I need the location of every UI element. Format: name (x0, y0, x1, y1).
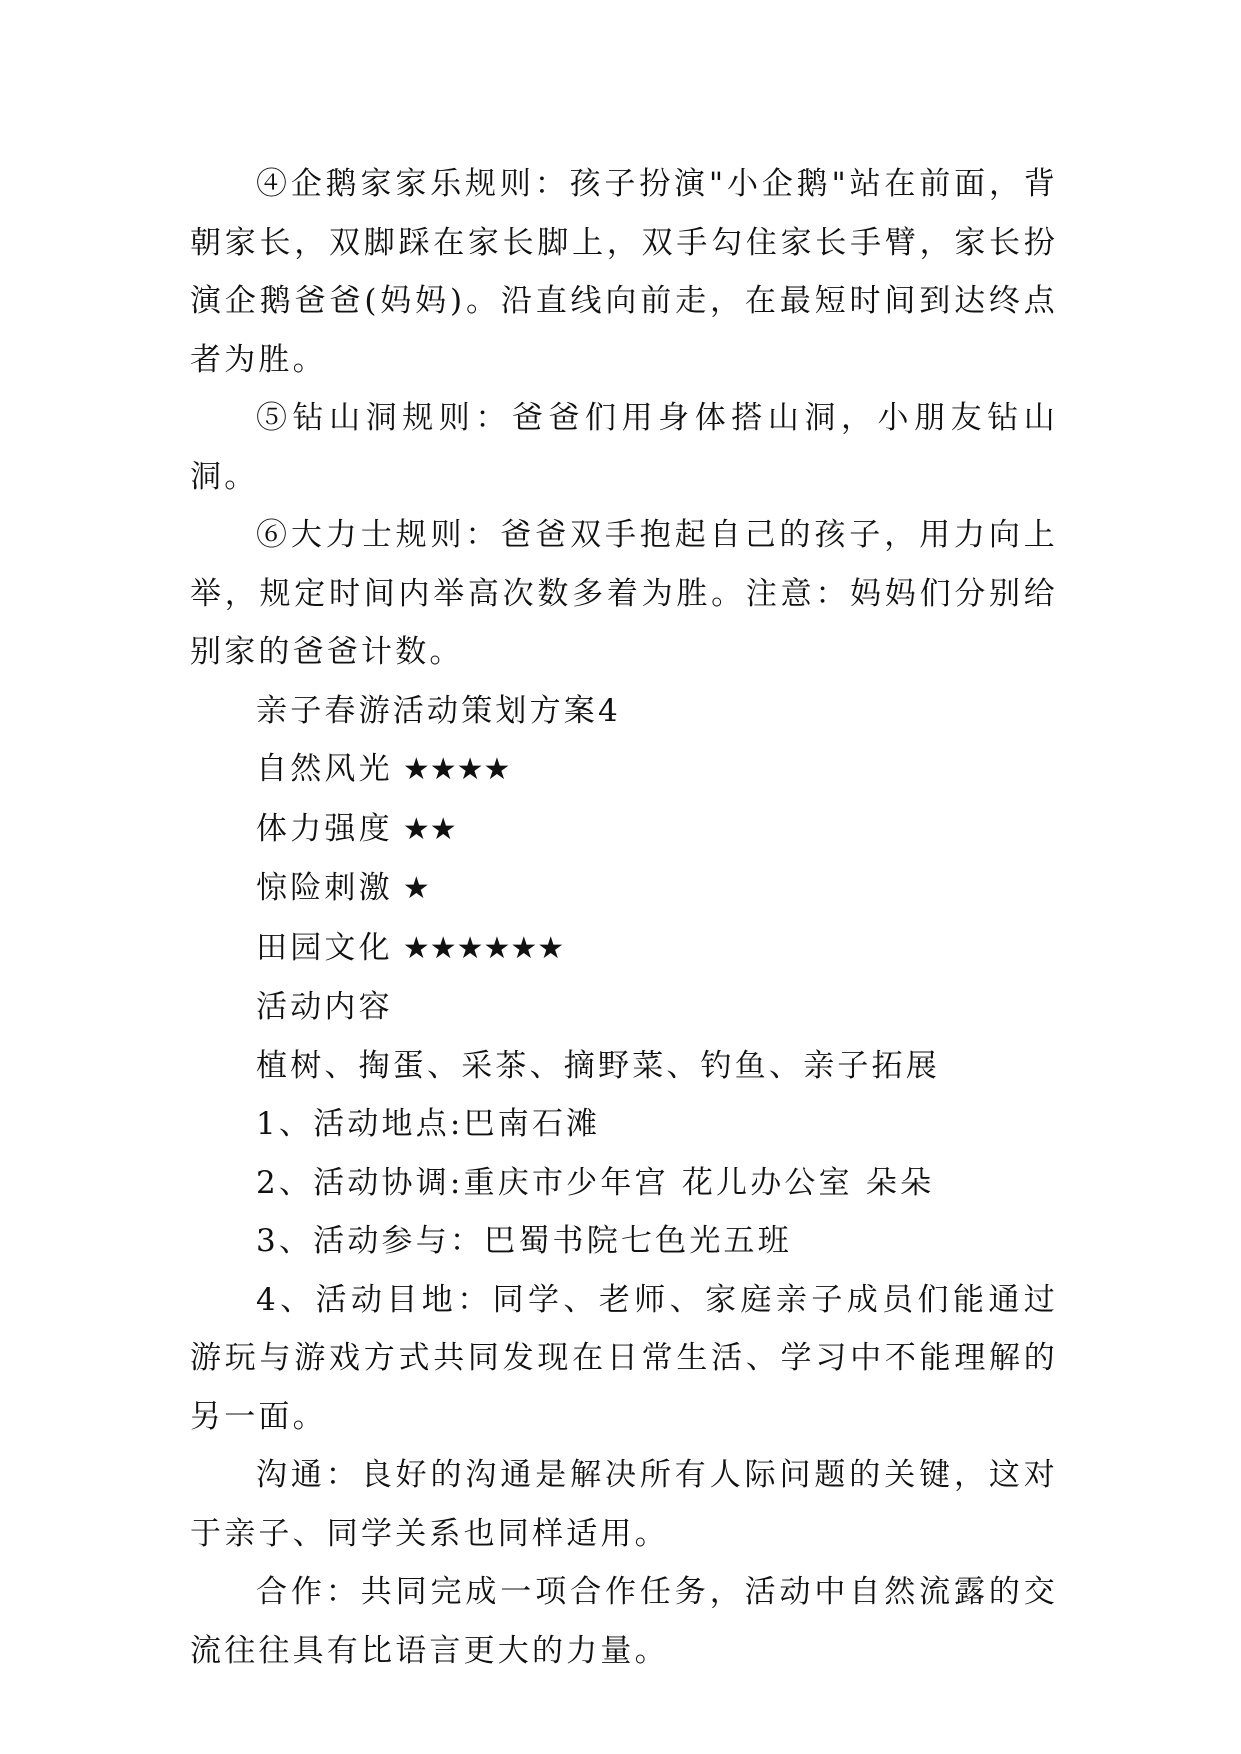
rating-label: 体力强度 (256, 810, 393, 847)
rating-label: 田园文化 (256, 929, 393, 966)
star-rating: ★ (402, 871, 430, 906)
list-item-participants: 3、活动参与：巴蜀书院七色光五班 (256, 1223, 792, 1259)
rating-row-physical (256, 800, 1058, 860)
star-rating: ★★★★★★ (402, 930, 565, 966)
rating-label: 自然风光 (256, 751, 393, 787)
star-rating: ★★★★ (402, 752, 511, 787)
paragraph-cave-rule: ⑤钻山洞规则：爸爸们用身体搭山洞，小朋友钻山洞。 (190, 400, 1058, 495)
paragraph-strongman-rule: ⑥大力士规则：爸爸双手抱起自己的孩子，用力向上举，规定时间内举高次数多着为胜。注意：妈妈们分别给别家的爸爸计数。 (190, 517, 1058, 670)
rating-row-thrill (256, 859, 1058, 919)
paragraph-penguin-rule: ④企鹅家家乐规则：孩子扮演"小企鹅"站在前面，背朝家长，双脚踩在家长脚上，双手勾住家长手臂，家长扮演企鹅爸爸(妈妈)。沿直线向前走，在最短时间到达终点者为胜。 (190, 166, 1058, 378)
rating-label: 惊险刺激 (256, 870, 393, 906)
star-rating: ★★ (402, 811, 457, 847)
list-item-coordination: 2、活动协调:重庆市少年宫 花儿办公室 朵朵 (256, 1164, 935, 1201)
content-heading: 活动内容 (256, 989, 393, 1025)
rating-row-scenery (256, 740, 1058, 800)
paragraph-purpose: 4、活动目地：同学、老师、家庭亲子成员们能通过游玩与游戏方式共同发现在日常生活、学习中不能理解的另一面。 (190, 1281, 1058, 1435)
list-item-location: 1、活动地点:巴南石滩 (256, 1106, 601, 1142)
document-page (190, 155, 1058, 1680)
paragraph-cooperation: 合作：共同完成一项合作任务，活动中自然流露的交流往往具有比语言更大的力量。 (190, 1574, 1058, 1669)
rating-row-culture (256, 919, 1058, 979)
section-title: 亲子春游活动策划方案4 (256, 692, 621, 729)
paragraph-communication: 沟通：良好的沟通是解决所有人际问题的关键，这对于亲子、同学关系也同样适用。 (190, 1457, 1058, 1552)
content-list: 植树、掏蛋、采茶、摘野菜、钓鱼、亲子拓展 (256, 1047, 940, 1084)
